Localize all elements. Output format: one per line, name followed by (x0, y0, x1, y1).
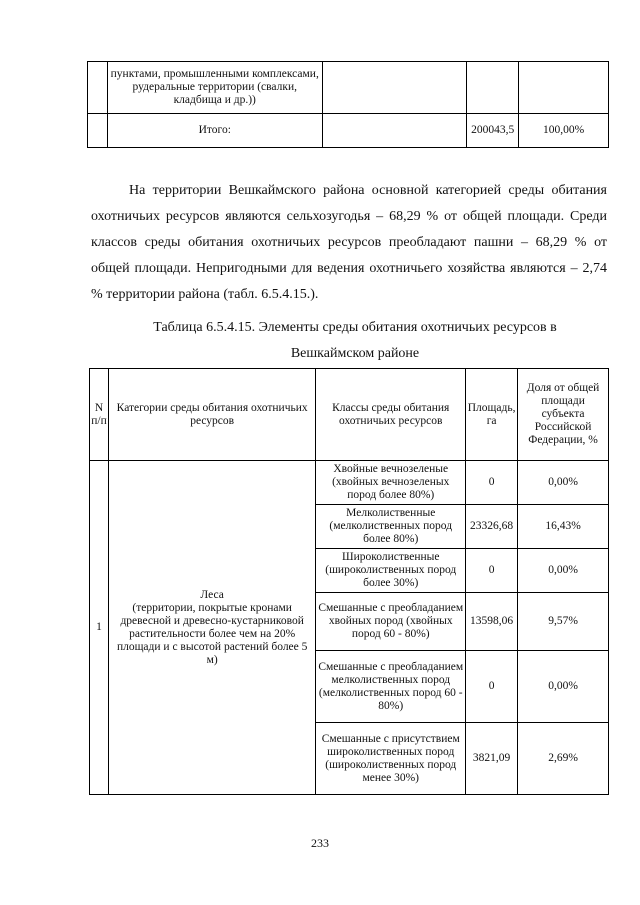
header-share: Доля от общей площади субъекта Российской Федерации, % (518, 369, 609, 461)
habitat-table (89, 368, 609, 795)
total-area: 200043,5 (467, 114, 519, 148)
table-caption-line2: Вешкаймском районе (290, 346, 420, 361)
total-percent: 100,00% (519, 114, 609, 148)
class-cell: Смешанные с преобладанием хвойных пород (хвойных пород 60 - 80%) (316, 593, 466, 651)
group-category: Леса (территории, покрытые кронами древесной и древесно-кустарниковой растительности более чем на 20% площади и с высотой растений более 5 м) (108, 461, 315, 795)
table-cell (322, 114, 467, 148)
share-cell: 9,57% (518, 593, 609, 651)
class-cell: Смешанные с присутствием широколиственных пород (широколиственных пород менее 30%) (316, 723, 466, 795)
header-row (90, 369, 609, 461)
header-area: Площадь, га (466, 369, 518, 461)
area-cell (467, 62, 519, 114)
header-class: Классы среды обитания охотничьих ресурсов (316, 369, 466, 461)
category-cell: пунктами, промышленными комплексами, рудеральные территории (свалки, кладбища и др.)) (107, 62, 322, 114)
table-caption-line1: Таблица 6.5.4.15. Элементы среды обитания охотничьих ресурсов в (153, 320, 557, 335)
share-cell: 0,00% (518, 549, 609, 593)
header-category: Категории среды обитания охотничьих ресурсов (108, 369, 315, 461)
class-cell: Широколиственные (широколиственных пород более 30%) (316, 549, 466, 593)
table-row (88, 62, 609, 114)
area-cell: 0 (466, 651, 518, 723)
table-row (90, 461, 609, 505)
share-cell: 2,69% (518, 723, 609, 795)
class-cell: Хвойные вечнозеленые (хвойных вечнозеленых пород более 80%) (316, 461, 466, 505)
table-cell (88, 62, 108, 114)
body-paragraph: На территории Вешкаймского района основной категорией среды обитания охотничьих ресурсов являются сельхозугодья – 68,29 % от общей площади. Среди классов среды обитания охотничьих ресурсов преобладают пашни – 68,29 % от общей площади. Непригодными для ведения охотничьего хозяйства являются – 2,74 % территории района (табл. 6.5.4.15.). (91, 183, 607, 302)
area-cell: 13598,06 (466, 593, 518, 651)
class-cell: Смешанные с преобладанием мелколиственных пород (мелколиственных пород 60 - 80%) (316, 651, 466, 723)
area-cell: 23326,68 (466, 505, 518, 549)
table-cell (88, 114, 108, 148)
percent-cell (519, 62, 609, 114)
area-cell: 3821,09 (466, 723, 518, 795)
total-row (88, 114, 609, 148)
area-cell: 0 (466, 461, 518, 505)
class-cell: Мелколиственные (мелколиственных пород более 80%) (316, 505, 466, 549)
area-cell: 0 (466, 549, 518, 593)
header-num: N п/п (90, 369, 109, 461)
group-num: 1 (90, 461, 109, 795)
continued-table (87, 61, 609, 148)
class-cell (322, 62, 467, 114)
share-cell: 16,43% (518, 505, 609, 549)
share-cell: 0,00% (518, 651, 609, 723)
total-label: Итого: (107, 114, 322, 148)
page-number: 233 (311, 836, 329, 850)
share-cell: 0,00% (518, 461, 609, 505)
